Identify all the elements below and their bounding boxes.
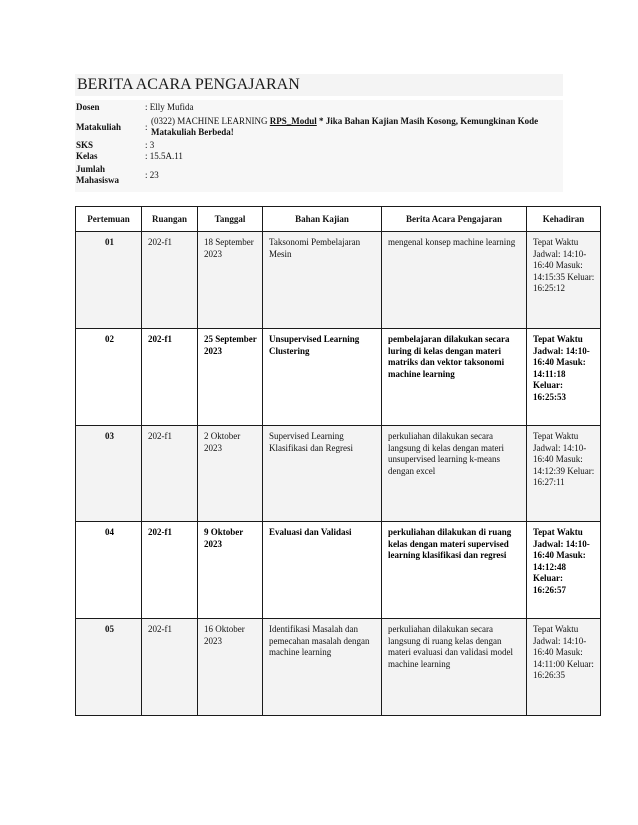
cell-bahan-kajian: Unsupervised Learning Clustering — [263, 329, 382, 426]
cell-kehadiran: Tepat Waktu Jadwal: 14:10-16:40 Masuk: 14:15:35 Keluar: 16:25:12 — [527, 232, 601, 329]
table-row — [76, 619, 601, 716]
sks-label: SKS — [76, 140, 94, 150]
header-kehadiran: Kehadiran — [527, 207, 601, 232]
jumlah-mahasiswa-value: : 23 — [145, 170, 159, 180]
cell-ruangan: 202-f1 — [142, 329, 198, 426]
cell-kehadiran: Tepat Waktu Jadwal: 14:10-16:40 Masuk: 14:12:39 Keluar: 16:27:11 — [527, 426, 601, 522]
cell-pertemuan: 02 — [76, 329, 142, 426]
matakuliah-code: (0322) MACHINE LEARNING — [151, 116, 268, 126]
cell-berita-acara: pembelajaran dilakukan secara luring di kelas dengan materi matriks dan vektor taksonomi machine learning — [382, 329, 527, 426]
cell-pertemuan: 03 — [76, 426, 142, 522]
cell-berita-acara: perkuliahan dilakukan secara langsung di kelas dengan materi unsupervised learning k-means dengan excel — [382, 426, 527, 522]
cell-bahan-kajian: Identifikasi Masalah dan pemecahan masalah dengan machine learning — [263, 619, 382, 716]
info-row-jumlah-mahasiswa — [75, 163, 563, 187]
cell-tanggal: 9 Oktober 2023 — [198, 522, 263, 619]
cell-berita-acara: perkuliahan dilakukan di ruang kelas dengan materi supervised learning klasifikasi dan regresi — [382, 522, 527, 619]
cell-bahan-kajian: Evaluasi dan Validasi — [263, 522, 382, 619]
cell-ruangan: 202-f1 — [142, 426, 198, 522]
header-ruangan: Ruangan — [142, 207, 198, 232]
cell-tanggal: 18 September 2023 — [198, 232, 263, 329]
cell-ruangan: 202-f1 — [142, 232, 198, 329]
matakuliah-separator: : — [145, 122, 148, 132]
cell-pertemuan: 05 — [76, 619, 142, 716]
info-row-kelas — [75, 151, 563, 161]
cell-ruangan: 202-f1 — [142, 522, 198, 619]
matakuliah-note: * Jika Bahan Kajian Masih Kosong, Kemungkinan Kode Matakuliah Berbeda! — [151, 116, 539, 137]
header-tanggal: Tanggal — [198, 207, 263, 232]
cell-tanggal: 25 September 2023 — [198, 329, 263, 426]
sks-value: : 3 — [145, 140, 155, 150]
table-row — [76, 329, 601, 426]
dosen-value: : Elly Mufida — [145, 102, 194, 112]
cell-tanggal: 16 Oktober 2023 — [198, 619, 263, 716]
table-row — [76, 232, 601, 329]
info-row-dosen — [75, 102, 563, 112]
cell-ruangan: 202-f1 — [142, 619, 198, 716]
kelas-label: Kelas — [76, 151, 98, 161]
course-info-panel — [75, 100, 563, 192]
cell-pertemuan: 01 — [76, 232, 142, 329]
table-header-row — [76, 207, 601, 232]
cell-tanggal: 2 Oktober 2023 — [198, 426, 263, 522]
header-bahan-kajian: Bahan Kajian — [263, 207, 382, 232]
cell-pertemuan: 04 — [76, 522, 142, 619]
cell-berita-acara: mengenal konsep machine learning — [382, 232, 527, 329]
rps-modul-link[interactable]: RPS_Modul — [269, 116, 317, 126]
table-row — [76, 426, 601, 522]
cell-bahan-kajian: Supervised Learning Klasifikasi dan Regresi — [263, 426, 382, 522]
cell-bahan-kajian: Taksonomi Pembelajaran Mesin — [263, 232, 382, 329]
info-row-sks — [75, 140, 563, 150]
kelas-value: : 15.5A.11 — [145, 151, 183, 161]
dosen-label: Dosen — [76, 102, 100, 112]
cell-kehadiran: Tepat Waktu Jadwal: 14:10-16:40 Masuk: 14:11:00 Keluar: 16:26:35 — [527, 619, 601, 716]
matakuliah-value — [151, 116, 563, 138]
attendance-table — [75, 206, 601, 716]
page-title: BERITA ACARA PENGAJARAN — [75, 74, 563, 96]
info-row-matakuliah — [75, 115, 563, 139]
table-row — [76, 522, 601, 619]
jumlah-mahasiswa-label: Jumlah Mahasiswa — [76, 164, 120, 185]
header-berita-acara: Berita Acara Pengajaran — [382, 207, 527, 232]
cell-kehadiran: Tepat Waktu Jadwal: 14:10-16:40 Masuk: 14:11:18 Keluar: 16:25:53 — [527, 329, 601, 426]
header-pertemuan: Pertemuan — [76, 207, 142, 232]
cell-berita-acara: perkuliahan dilakukan secara langsung di ruang kelas dengan materi evaluasi dan validasi model machine learning — [382, 619, 527, 716]
cell-kehadiran: Tepat Waktu Jadwal: 14:10-16:40 Masuk: 14:12:48 Keluar: 16:26:57 — [527, 522, 601, 619]
matakuliah-label: Matakuliah — [76, 122, 122, 132]
